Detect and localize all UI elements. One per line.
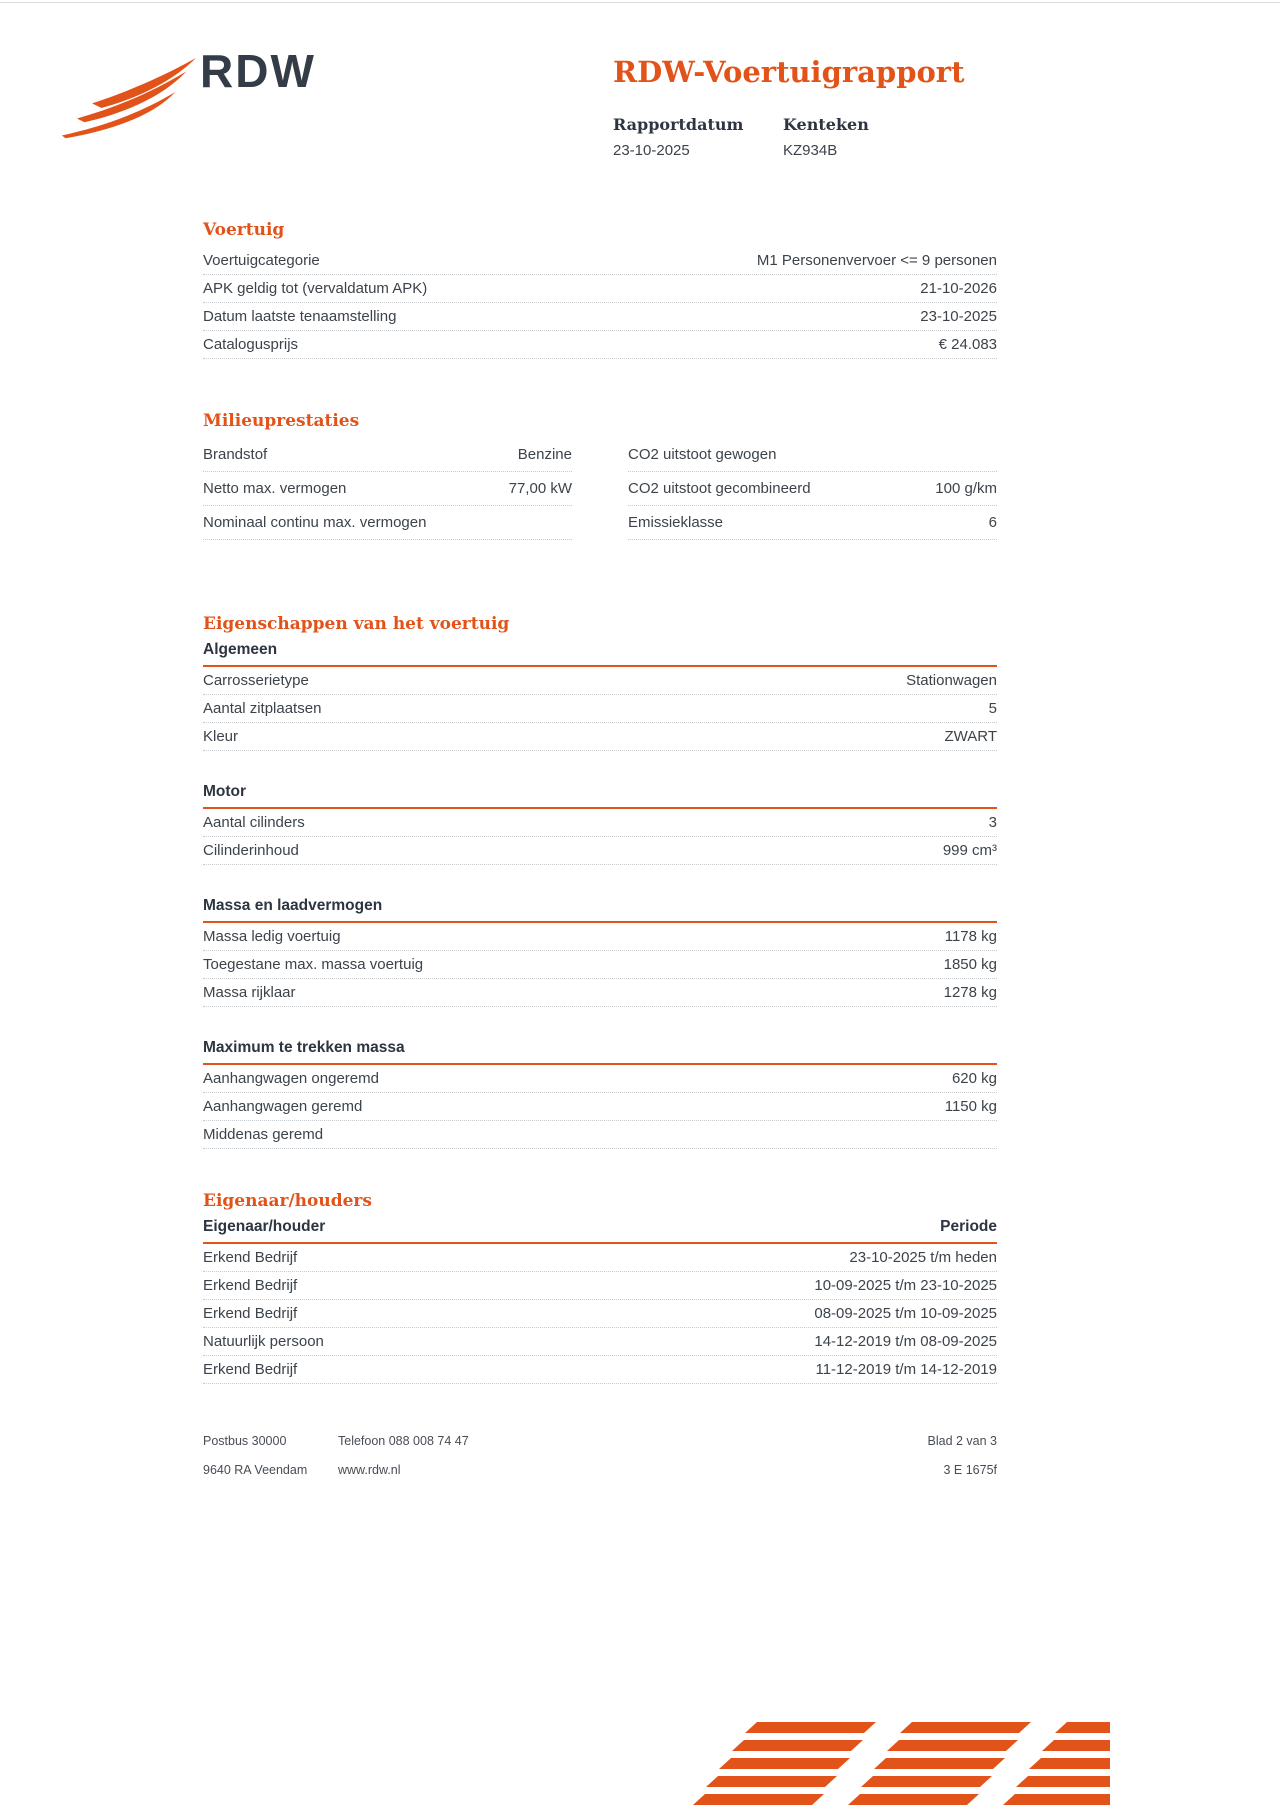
field-label: Massa ledig voertuig	[203, 928, 341, 945]
field-row	[203, 923, 997, 951]
field-value: M1 Personenvervoer <= 9 personen	[756, 252, 997, 269]
field-label: Middenas geremd	[203, 1126, 324, 1143]
table-row	[203, 1300, 997, 1328]
field-label: Carrosserietype	[203, 672, 309, 689]
subsection-trekken-massa	[203, 1039, 997, 1149]
field-value: 23-10-2025	[920, 308, 997, 325]
field-row	[203, 979, 997, 1007]
section-eigenaars	[203, 1191, 997, 1384]
report-date-label: Rapportdatum	[613, 115, 744, 134]
field-row	[203, 837, 997, 865]
footer-address-line1: Postbus 30000	[203, 1434, 287, 1448]
owner-type: Erkend Bedrijf	[203, 1361, 298, 1378]
rdw-stripes-graphic	[655, 1722, 1110, 1812]
field-label: Brandstof	[203, 446, 268, 463]
field-row	[203, 1093, 997, 1121]
license-plate-value: KZ934B	[783, 142, 838, 159]
subsection-title: Motor	[203, 783, 997, 809]
field-label: CO2 uitstoot gecombineerd	[628, 480, 811, 497]
field-value: 1278 kg	[943, 984, 997, 1001]
field-value: 3	[988, 814, 997, 831]
field-value: 999 cm³	[942, 842, 997, 859]
page-top-divider	[0, 2, 1280, 3]
footer-website: www.rdw.nl	[338, 1463, 401, 1477]
license-plate-block	[783, 115, 869, 159]
owners-table-header	[203, 1218, 997, 1244]
footer-row	[203, 1434, 997, 1448]
field-row	[203, 695, 997, 723]
field-row	[203, 472, 572, 506]
field-label: Toegestane max. massa voertuig	[203, 956, 424, 973]
owner-type: Erkend Bedrijf	[203, 1277, 298, 1294]
report-header	[613, 55, 1033, 159]
footer-row	[203, 1463, 997, 1477]
milieu-left-column	[203, 438, 572, 540]
subsection-algemeen	[203, 641, 997, 751]
report-content	[203, 220, 997, 1384]
table-row	[203, 1356, 997, 1384]
owner-period: 08-09-2025 t/m 10-09-2025	[814, 1305, 997, 1322]
owner-type: Erkend Bedrijf	[203, 1305, 298, 1322]
rdw-falcon-logo-icon	[52, 58, 202, 143]
field-row	[203, 506, 572, 540]
table-row	[203, 1328, 997, 1356]
footer-form-code: 3 E 1675f	[943, 1463, 997, 1477]
footer-address-line2: 9640 RA Veendam	[203, 1463, 308, 1477]
section-eigenschappen	[203, 614, 997, 1149]
license-plate-label: Kenteken	[783, 115, 869, 134]
field-row	[203, 1121, 997, 1149]
field-row	[203, 438, 572, 472]
field-value: 5	[988, 700, 997, 717]
subsection-massa	[203, 897, 997, 1007]
subsection-title: Massa en laadvermogen	[203, 897, 997, 923]
owner-type: Natuurlijk persoon	[203, 1333, 324, 1350]
owner-type: Erkend Bedrijf	[203, 1249, 298, 1266]
field-row	[628, 506, 997, 540]
field-row	[203, 1065, 997, 1093]
field-label: Voertuigcategorie	[203, 252, 320, 269]
field-value: 1150 kg	[944, 1098, 997, 1115]
section-heading: Eigenaar/houders	[203, 1191, 372, 1211]
field-value: 21-10-2026	[920, 280, 997, 297]
field-label: APK geldig tot (vervaldatum APK)	[203, 280, 428, 297]
field-value: Stationwagen	[906, 672, 997, 689]
field-value: 1178 kg	[944, 928, 997, 945]
field-label: Aanhangwagen geremd	[203, 1098, 363, 1115]
table-row	[203, 1244, 997, 1272]
field-value: 6	[988, 514, 997, 531]
section-heading: Voertuig	[203, 220, 285, 240]
report-date-value: 23-10-2025	[613, 142, 690, 159]
field-value: 100 g/km	[935, 480, 997, 497]
field-row	[203, 667, 997, 695]
report-meta	[613, 115, 1033, 159]
section-voertuig	[203, 220, 997, 359]
field-row	[203, 809, 997, 837]
subsection-title: Maximum te trekken massa	[203, 1039, 997, 1065]
field-label: Massa rijklaar	[203, 984, 296, 1001]
field-row	[203, 275, 997, 303]
field-row	[203, 951, 997, 979]
section-heading: Milieuprestaties	[203, 411, 360, 431]
field-label: Emissieklasse	[628, 514, 724, 531]
field-row	[203, 303, 997, 331]
field-label: Aantal cilinders	[203, 814, 305, 831]
field-value: € 24.083	[938, 336, 997, 353]
owner-period: 10-09-2025 t/m 23-10-2025	[814, 1277, 997, 1294]
table-row	[203, 1272, 997, 1300]
field-label: Catalogusprijs	[203, 336, 299, 353]
page-title: RDW-Voertuigrapport	[613, 55, 965, 89]
footer-page-number: Blad 2 van 3	[927, 1434, 997, 1448]
footer-phone: Telefoon 088 008 74 47	[338, 1434, 469, 1448]
subsection-title: Algemeen	[203, 641, 997, 667]
section-milieuprestaties	[203, 411, 997, 540]
field-label: Aantal zitplaatsen	[203, 700, 322, 717]
milieu-right-column	[628, 438, 997, 540]
field-value: 1850 kg	[943, 956, 997, 973]
field-row	[628, 472, 997, 506]
owner-period: 14-12-2019 t/m 08-09-2025	[814, 1333, 997, 1350]
report-date-block	[613, 115, 783, 159]
field-row	[628, 438, 997, 472]
field-label: Netto max. vermogen	[203, 480, 347, 497]
field-label: Aanhangwagen ongeremd	[203, 1070, 379, 1087]
milieu-columns	[203, 438, 997, 540]
field-row	[203, 247, 997, 275]
field-value: 620 kg	[951, 1070, 997, 1087]
field-label: Cilinderinhoud	[203, 842, 299, 859]
field-label: CO2 uitstoot gewogen	[628, 446, 777, 463]
owners-col-owner: Eigenaar/houder	[203, 1218, 326, 1235]
owner-period: 11-12-2019 t/m 14-12-2019	[815, 1361, 997, 1378]
field-label: Datum laatste tenaamstelling	[203, 308, 397, 325]
field-label: Kleur	[203, 728, 239, 745]
field-row	[203, 723, 997, 751]
field-value: 77,00 kW	[508, 480, 572, 497]
page-footer	[203, 1434, 997, 1477]
section-heading: Eigenschappen van het voertuig	[203, 614, 510, 634]
field-value: Benzine	[517, 446, 572, 463]
field-label: Nominaal continu max. vermogen	[203, 514, 427, 531]
field-row	[203, 331, 997, 359]
field-value: ZWART	[944, 728, 997, 745]
owner-period: 23-10-2025 t/m heden	[849, 1249, 997, 1266]
subsection-motor	[203, 783, 997, 865]
rdw-wordmark: RDW	[200, 45, 316, 97]
owners-col-period: Periode	[940, 1218, 997, 1235]
